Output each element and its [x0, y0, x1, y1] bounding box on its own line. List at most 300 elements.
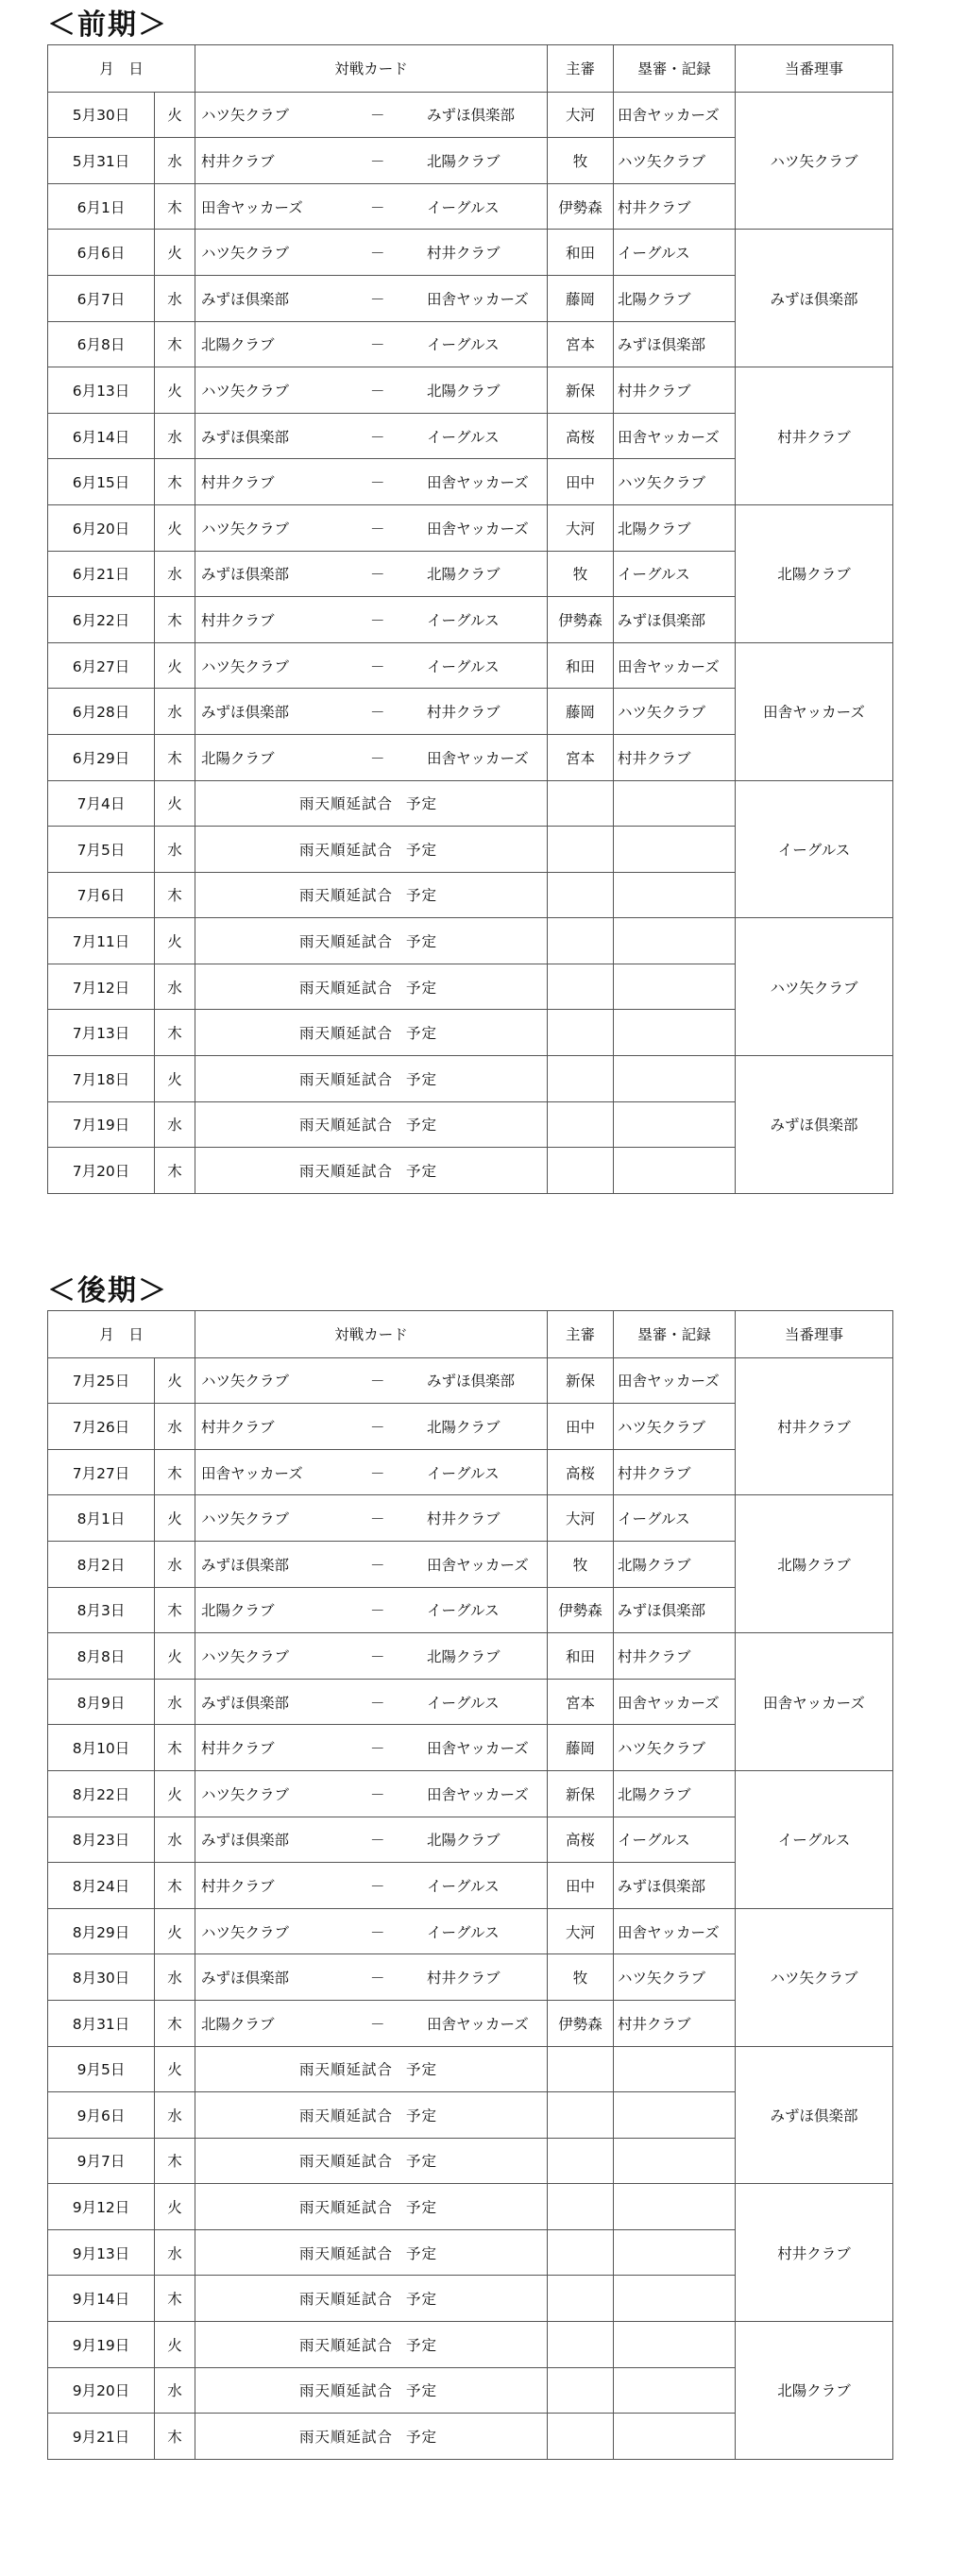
base-umpire-record: 村井クラブ	[614, 2000, 736, 2046]
header-rec: 塁審・記録	[614, 1311, 736, 1358]
versus-dash: －	[370, 2015, 385, 2033]
base-umpire-record: 北陽クラブ	[614, 504, 736, 551]
match-card	[195, 2000, 548, 2046]
base-umpire-record: 村井クラブ	[614, 367, 736, 414]
base-umpire-record: イーグルス	[614, 1817, 736, 1863]
home-team: ハツ矢クラブ	[201, 657, 290, 675]
duty-director: ハツ矢クラブ	[736, 918, 893, 1056]
duty-director: 北陽クラブ	[736, 1495, 893, 1633]
table-row	[48, 780, 893, 827]
match-card	[195, 92, 548, 138]
rain-label: 雨天順延試合	[299, 795, 394, 813]
match-date: 9月7日	[48, 2138, 155, 2184]
home-team: ハツ矢クラブ	[201, 1373, 290, 1390]
match-date: 6月28日	[48, 689, 155, 735]
match-card	[195, 1587, 548, 1633]
base-umpire-record	[614, 2092, 736, 2139]
match-date: 9月13日	[48, 2229, 155, 2276]
duty-director: 村井クラブ	[736, 367, 893, 505]
match-date: 7月5日	[48, 827, 155, 873]
match-card	[195, 2092, 548, 2139]
match-date: 8月9日	[48, 1679, 155, 1725]
versus-dash: －	[370, 1418, 385, 1436]
versus-dash: －	[370, 611, 385, 629]
weekday: 木	[155, 734, 195, 780]
header-duty: 当番理事	[736, 45, 893, 93]
weekday: 水	[155, 2367, 195, 2414]
away-team: 北陽クラブ	[427, 1418, 500, 1436]
home-team: 田舎ヤッカーズ	[201, 1464, 303, 1482]
match-date: 7月25日	[48, 1357, 155, 1404]
match-card	[195, 1495, 548, 1542]
match-date: 6月13日	[48, 367, 155, 414]
plan-label: 予定	[406, 2061, 438, 2079]
duty-director: 北陽クラブ	[736, 504, 893, 642]
match-card	[195, 2367, 548, 2414]
table-row	[48, 1056, 893, 1102]
plan-label: 予定	[406, 887, 438, 905]
versus-dash: －	[370, 1373, 385, 1390]
match-card	[195, 597, 548, 643]
rain-postponed-note	[299, 839, 437, 860]
base-umpire-record: ハツ矢クラブ	[614, 689, 736, 735]
match-card	[195, 1908, 548, 1954]
base-umpire-record: みずほ倶楽部	[614, 321, 736, 367]
match-card	[195, 183, 548, 230]
base-umpire-record	[614, 1148, 736, 1194]
base-umpire-record	[614, 2138, 736, 2184]
weekday: 水	[155, 689, 195, 735]
rain-label: 雨天順延試合	[299, 1070, 394, 1088]
base-umpire-record	[614, 964, 736, 1010]
rain-label: 雨天順延試合	[299, 2429, 394, 2447]
match-card	[195, 2414, 548, 2460]
duty-director: 村井クラブ	[736, 1357, 893, 1495]
match-card	[195, 2229, 548, 2276]
versus-dash: －	[370, 107, 385, 125]
rain-postponed-note	[299, 1160, 437, 1181]
base-umpire-record: みずほ倶楽部	[614, 1587, 736, 1633]
away-team: 村井クラブ	[427, 245, 500, 263]
home-team: みずほ倶楽部	[201, 704, 290, 722]
away-team: 村井クラブ	[427, 1970, 500, 1987]
weekday: 火	[155, 2046, 195, 2092]
match-date: 6月29日	[48, 734, 155, 780]
weekday: 火	[155, 2184, 195, 2230]
umpire	[548, 2046, 614, 2092]
home-team: 村井クラブ	[201, 152, 275, 170]
away-team: イーグルス	[427, 336, 500, 354]
table-row	[48, 1357, 893, 1404]
versus-dash: －	[370, 382, 385, 400]
match-card	[195, 230, 548, 276]
away-team: みずほ倶楽部	[427, 1373, 516, 1390]
duty-director: みずほ倶楽部	[736, 230, 893, 367]
versus-dash: －	[370, 198, 385, 216]
home-team: ハツ矢クラブ	[201, 245, 290, 263]
base-umpire-record	[614, 918, 736, 964]
rain-postponed-note	[299, 2426, 437, 2447]
match-card	[195, 321, 548, 367]
versus-dash: －	[370, 1464, 385, 1482]
umpire	[548, 1010, 614, 1056]
umpire: 牧	[548, 138, 614, 184]
base-umpire-record	[614, 2229, 736, 2276]
match-card	[195, 734, 548, 780]
away-team: 北陽クラブ	[427, 1647, 500, 1665]
versus-dash: －	[370, 657, 385, 675]
rain-label: 雨天順延試合	[299, 2382, 394, 2400]
base-umpire-record: 田舎ヤッカーズ	[614, 1679, 736, 1725]
umpire	[548, 827, 614, 873]
duty-director: ハツ矢クラブ	[736, 1908, 893, 2046]
match-date: 8月10日	[48, 1725, 155, 1771]
rain-postponed-note	[299, 2380, 437, 2400]
match-card	[195, 1010, 548, 1056]
home-team: ハツ矢クラブ	[201, 107, 290, 125]
home-team: ハツ矢クラブ	[201, 1647, 290, 1665]
duty-director: みずほ倶楽部	[736, 1056, 893, 1194]
rain-postponed-note	[299, 2334, 437, 2355]
away-team: 村井クラブ	[427, 704, 500, 722]
base-umpire-record: ハツ矢クラブ	[614, 1725, 736, 1771]
versus-dash: －	[370, 474, 385, 492]
versus-dash: －	[370, 290, 385, 308]
match-card	[195, 2138, 548, 2184]
home-team: 村井クラブ	[201, 474, 275, 492]
umpire	[548, 2414, 614, 2460]
away-team: イーグルス	[427, 1923, 500, 1941]
duty-director: イーグルス	[736, 780, 893, 918]
base-umpire-record	[614, 2367, 736, 2414]
match-date: 6月22日	[48, 597, 155, 643]
match-date: 6月14日	[48, 413, 155, 459]
match-card	[195, 275, 548, 321]
versus-dash: －	[370, 1923, 385, 1941]
weekday: 木	[155, 2276, 195, 2322]
match-card	[195, 413, 548, 459]
weekday: 木	[155, 1863, 195, 1909]
weekday: 火	[155, 1633, 195, 1680]
umpire: 伊勢森	[548, 2000, 614, 2046]
versus-dash: －	[370, 1510, 385, 1528]
header-row	[48, 1311, 893, 1358]
away-team: イーグルス	[427, 428, 500, 446]
away-team: 田舎ヤッカーズ	[427, 749, 529, 767]
rain-postponed-note	[299, 2150, 437, 2171]
plan-label: 予定	[406, 2199, 438, 2217]
base-umpire-record: 田舎ヤッカーズ	[614, 1908, 736, 1954]
weekday: 木	[155, 2414, 195, 2460]
weekday: 木	[155, 597, 195, 643]
plan-label: 予定	[406, 1117, 438, 1134]
table-row	[48, 2322, 893, 2368]
versus-dash: －	[370, 336, 385, 354]
weekday: 木	[155, 321, 195, 367]
rain-label: 雨天順延試合	[299, 2107, 394, 2124]
umpire: 宮本	[548, 734, 614, 780]
home-team: みずほ倶楽部	[201, 566, 290, 584]
match-card	[195, 1148, 548, 1194]
base-umpire-record: 田舎ヤッカーズ	[614, 1357, 736, 1404]
header-card: 対戦カード	[195, 45, 548, 93]
match-date: 8月31日	[48, 2000, 155, 2046]
rain-label: 雨天順延試合	[299, 2061, 394, 2079]
umpire: 藤岡	[548, 1725, 614, 1771]
umpire: 新保	[548, 1770, 614, 1817]
match-card	[195, 964, 548, 1010]
header-rec: 塁審・記録	[614, 45, 736, 93]
weekday: 火	[155, 230, 195, 276]
home-team: 村井クラブ	[201, 1740, 275, 1758]
duty-director: 村井クラブ	[736, 2184, 893, 2322]
duty-director: 田舎ヤッカーズ	[736, 642, 893, 780]
umpire: 大河	[548, 1495, 614, 1542]
weekday: 木	[155, 1725, 195, 1771]
umpire	[548, 2092, 614, 2139]
umpire: 高桜	[548, 1817, 614, 1863]
weekday: 水	[155, 275, 195, 321]
rain-label: 雨天順延試合	[299, 1117, 394, 1134]
match-card	[195, 872, 548, 918]
match-date: 7月12日	[48, 964, 155, 1010]
umpire: 大河	[548, 504, 614, 551]
match-date: 6月8日	[48, 321, 155, 367]
match-card	[195, 689, 548, 735]
match-date: 9月19日	[48, 2322, 155, 2368]
away-team: イーグルス	[427, 1602, 500, 1620]
weekday: 水	[155, 138, 195, 184]
umpire	[548, 2184, 614, 2230]
home-team: ハツ矢クラブ	[201, 382, 290, 400]
duty-director: イーグルス	[736, 1770, 893, 1908]
plan-label: 予定	[406, 1025, 438, 1043]
duty-director: 田舎ヤッカーズ	[736, 1633, 893, 1771]
versus-dash: －	[370, 749, 385, 767]
match-card	[195, 642, 548, 689]
match-card	[195, 138, 548, 184]
rain-label: 雨天順延試合	[299, 979, 394, 997]
match-date: 8月3日	[48, 1587, 155, 1633]
umpire	[548, 1148, 614, 1194]
table-row	[48, 2046, 893, 2092]
header-duty: 当番理事	[736, 1311, 893, 1358]
versus-dash: －	[370, 245, 385, 263]
away-team: 村井クラブ	[427, 1510, 500, 1528]
away-team: 田舎ヤッカーズ	[427, 2015, 529, 2033]
header-ref: 主審	[548, 45, 614, 93]
duty-director: みずほ倶楽部	[736, 2046, 893, 2184]
table-row	[48, 642, 893, 689]
versus-dash: －	[370, 1832, 385, 1850]
weekday: 水	[155, 2092, 195, 2139]
umpire	[548, 2367, 614, 2414]
base-umpire-record: 田舎ヤッカーズ	[614, 413, 736, 459]
match-date: 9月20日	[48, 2367, 155, 2414]
match-date: 6月21日	[48, 551, 155, 597]
weekday: 木	[155, 2000, 195, 2046]
plan-label: 予定	[406, 2336, 438, 2354]
base-umpire-record: みずほ倶楽部	[614, 1863, 736, 1909]
base-umpire-record: 村井クラブ	[614, 1449, 736, 1495]
weekday: 木	[155, 1010, 195, 1056]
match-card	[195, 1954, 548, 2001]
weekday: 木	[155, 1449, 195, 1495]
rain-label: 雨天順延試合	[299, 933, 394, 951]
base-umpire-record	[614, 2322, 736, 2368]
match-card	[195, 2046, 548, 2092]
home-team: 村井クラブ	[201, 611, 275, 629]
away-team: イーグルス	[427, 198, 500, 216]
match-card	[195, 1863, 548, 1909]
plan-label: 予定	[406, 2244, 438, 2262]
umpire: 伊勢森	[548, 597, 614, 643]
base-umpire-record	[614, 872, 736, 918]
rain-label: 雨天順延試合	[299, 2336, 394, 2354]
table-row	[48, 2184, 893, 2230]
match-date: 8月2日	[48, 1541, 155, 1587]
rain-postponed-note	[299, 884, 437, 905]
weekday: 火	[155, 1056, 195, 1102]
match-date: 9月21日	[48, 2414, 155, 2460]
umpire: 藤岡	[548, 689, 614, 735]
match-date: 8月1日	[48, 1495, 155, 1542]
umpire: 和田	[548, 1633, 614, 1680]
base-umpire-record	[614, 2414, 736, 2460]
match-card	[195, 367, 548, 414]
match-date: 8月23日	[48, 1817, 155, 1863]
umpire: 高桜	[548, 413, 614, 459]
match-date: 7月18日	[48, 1056, 155, 1102]
match-date: 7月4日	[48, 780, 155, 827]
umpire	[548, 964, 614, 1010]
header-date: 月 日	[48, 45, 195, 93]
base-umpire-record: ハツ矢クラブ	[614, 459, 736, 505]
versus-dash: －	[370, 1556, 385, 1574]
rain-postponed-note	[299, 2288, 437, 2309]
plan-label: 予定	[406, 1070, 438, 1088]
base-umpire-record: 北陽クラブ	[614, 1541, 736, 1587]
match-date: 7月27日	[48, 1449, 155, 1495]
umpire	[548, 918, 614, 964]
weekday: 火	[155, 1770, 195, 1817]
match-card	[195, 504, 548, 551]
plan-label: 予定	[406, 841, 438, 859]
umpire: 大河	[548, 1908, 614, 1954]
home-team: 田舎ヤッカーズ	[201, 198, 303, 216]
weekday: 木	[155, 183, 195, 230]
rain-postponed-note	[299, 2196, 437, 2217]
base-umpire-record: 田舎ヤッカーズ	[614, 92, 736, 138]
match-card	[195, 1357, 548, 1404]
away-team: 北陽クラブ	[427, 1832, 500, 1850]
match-date: 8月30日	[48, 1954, 155, 2001]
umpire: 高桜	[548, 1449, 614, 1495]
weekday: 火	[155, 642, 195, 689]
away-team: イーグルス	[427, 1464, 500, 1482]
table-row	[48, 92, 893, 138]
duty-director: ハツ矢クラブ	[736, 92, 893, 230]
match-date: 7月11日	[48, 918, 155, 964]
match-card	[195, 827, 548, 873]
plan-label: 予定	[406, 2107, 438, 2124]
plan-label: 予定	[406, 2429, 438, 2447]
home-team: 北陽クラブ	[201, 336, 275, 354]
umpire	[548, 2322, 614, 2368]
rain-postponed-note	[299, 2243, 437, 2263]
away-team: 北陽クラブ	[427, 566, 500, 584]
away-team: 北陽クラブ	[427, 382, 500, 400]
umpire: 田中	[548, 1404, 614, 1450]
plan-label: 予定	[406, 933, 438, 951]
versus-dash: －	[370, 1740, 385, 1758]
umpire	[548, 2276, 614, 2322]
table-row	[48, 504, 893, 551]
home-team: ハツ矢クラブ	[201, 1510, 290, 1528]
base-umpire-record: ハツ矢クラブ	[614, 1954, 736, 2001]
home-team: ハツ矢クラブ	[201, 1923, 290, 1941]
umpire	[548, 1101, 614, 1148]
home-team: みずほ倶楽部	[201, 290, 290, 308]
versus-dash: －	[370, 1694, 385, 1712]
versus-dash: －	[370, 520, 385, 537]
header-card: 対戦カード	[195, 1311, 548, 1358]
base-umpire-record: イーグルス	[614, 1495, 736, 1542]
umpire: 和田	[548, 230, 614, 276]
weekday: 火	[155, 1495, 195, 1542]
rain-label: 雨天順延試合	[299, 1163, 394, 1181]
umpire	[548, 780, 614, 827]
match-card	[195, 2276, 548, 2322]
match-card	[195, 918, 548, 964]
umpire: 藤岡	[548, 275, 614, 321]
match-date: 8月8日	[48, 1633, 155, 1680]
home-team: みずほ倶楽部	[201, 1694, 290, 1712]
base-umpire-record: イーグルス	[614, 230, 736, 276]
match-date: 5月31日	[48, 138, 155, 184]
plan-label: 予定	[406, 1163, 438, 1181]
section-title-first: ＜前期＞	[47, 9, 168, 42]
base-umpire-record	[614, 1010, 736, 1056]
match-card	[195, 2184, 548, 2230]
away-team: イーグルス	[427, 657, 500, 675]
match-card	[195, 1101, 548, 1148]
versus-dash: －	[370, 428, 385, 446]
match-date: 8月22日	[48, 1770, 155, 1817]
weekday: 火	[155, 918, 195, 964]
home-team: 村井クラブ	[201, 1877, 275, 1895]
base-umpire-record	[614, 1056, 736, 1102]
base-umpire-record: 田舎ヤッカーズ	[614, 642, 736, 689]
plan-label: 予定	[406, 2291, 438, 2309]
away-team: みずほ倶楽部	[427, 107, 516, 125]
match-date: 6月27日	[48, 642, 155, 689]
home-team: みずほ倶楽部	[201, 428, 290, 446]
weekday: 水	[155, 413, 195, 459]
plan-label: 予定	[406, 2153, 438, 2171]
match-date: 9月6日	[48, 2092, 155, 2139]
match-card	[195, 551, 548, 597]
match-date: 9月14日	[48, 2276, 155, 2322]
match-card	[195, 459, 548, 505]
weekday: 火	[155, 2322, 195, 2368]
away-team: 北陽クラブ	[427, 152, 500, 170]
weekday: 火	[155, 1908, 195, 1954]
header-ref: 主審	[548, 1311, 614, 1358]
weekday: 水	[155, 1679, 195, 1725]
table-row	[48, 1633, 893, 1680]
home-team: ハツ矢クラブ	[201, 1785, 290, 1803]
